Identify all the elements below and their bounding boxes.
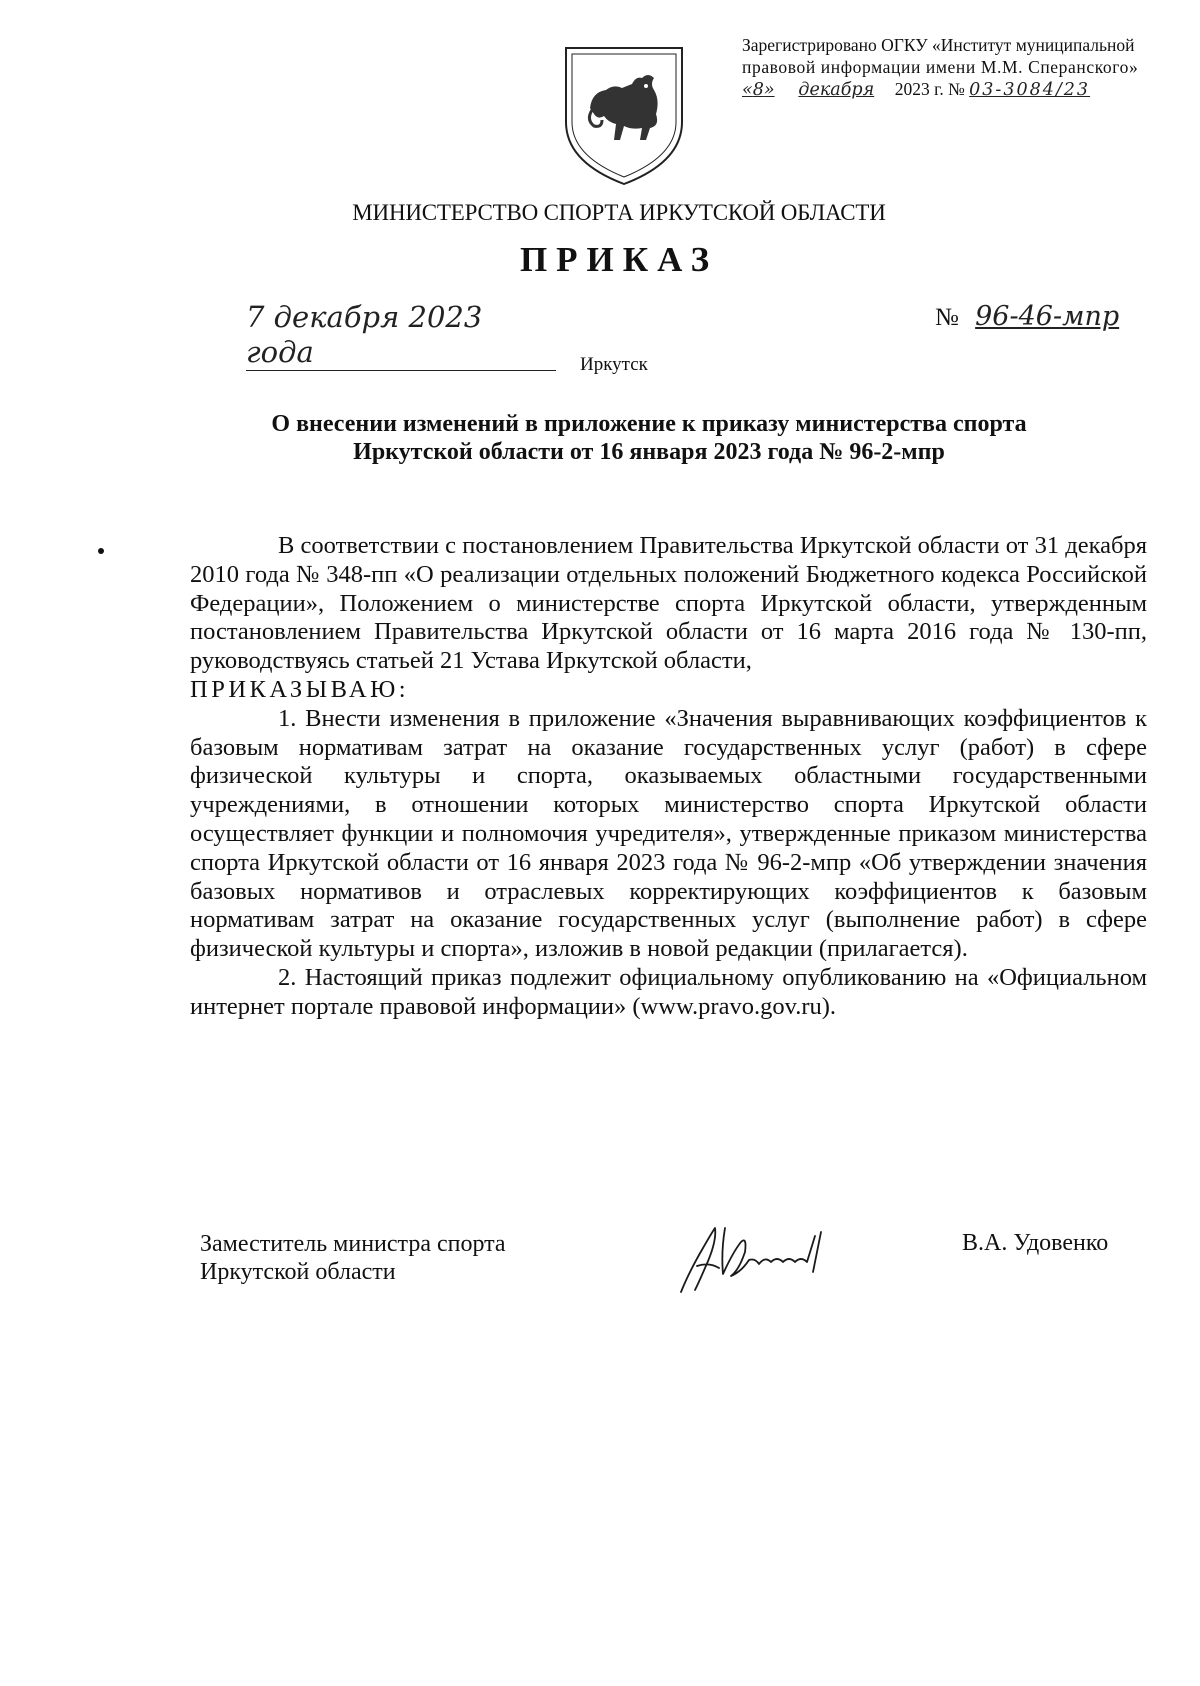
- margin-dot: [98, 548, 104, 554]
- registration-line2: правовой информации имени М.М. Сперанского»: [742, 57, 1139, 77]
- registration-stamp: [742, 34, 1194, 101]
- registration-line1: Зарегистрировано ОГКУ «Институт муниципальной: [742, 35, 1135, 55]
- city: Иркутск: [580, 354, 648, 375]
- signatory-position: [200, 1230, 506, 1286]
- preamble-paragraph: В соответствии с постановлением Правительства Иркутской области от 31 декабря 2010 года № 348-пп «О реализации отдельных положений Бюджетного кодекса Российской Федерации», Положением о министерстве спорта Иркутской области, утвержденным постановлением Правительства Иркутской области от 16 марта 2016 года № 130-пп, руководствуясь статьей 21 Устава Иркутской области,: [190, 532, 1147, 675]
- document-heading: [190, 410, 1108, 466]
- registration-day: «8»: [742, 80, 775, 100]
- heading-line1: О внесении изменений в приложение к приказу министерства спорта: [271, 411, 1027, 437]
- signatory-position-line2: Иркутской области: [200, 1259, 396, 1285]
- item-1-paragraph: 1. Внести изменения в приложение «Значения выравнивающих коэффициентов к базовым нормативам затрат на оказание государственных услуг (работ) в сфере физической культуры и спорта, оказываемых областными государственными учреждениями, в отношении которых министерство спорта Иркутской области осуществляет функции и полномочия учредителя», утвержденные приказом министерства спорта Иркутской области от 16 января 2023 года № 96-2-мпр «Об утверждении значения базовых нормативов и отраслевых корректирующих коэффициентов к базовым нормативам затрат на оказание государственных услуг (выполнение работ) в сфере физической культуры и спорта», изложив в новой редакции (прилагается).: [190, 704, 1147, 963]
- document-body: [190, 532, 1147, 1022]
- signatory-position-line1: Заместитель министра спорта: [200, 1231, 506, 1257]
- registration-month: декабря: [798, 80, 875, 100]
- handwritten-signature: [675, 1212, 885, 1300]
- order-number-label: №: [935, 304, 959, 331]
- signatory-name: В.А. Удовенко: [962, 1230, 1109, 1256]
- item-2-paragraph: 2. Настоящий приказ подлежит официальному опубликованию на «Официальном интернет портале правовой информации» (www.pravo.gov.ru).: [190, 963, 1147, 1020]
- heading-line2: Иркутской области от 16 января 2023 года № 96-2-мпр: [353, 439, 945, 465]
- order-title: ПРИКАЗ: [519, 240, 719, 279]
- registration-number: 03-3084/23: [969, 80, 1091, 100]
- coat-of-arms: [562, 44, 686, 188]
- order-date: [246, 300, 556, 371]
- order-word: ПРИКАЗЫВАЮ:: [190, 675, 410, 703]
- order-number-handwritten: 96-46-мпр: [975, 301, 1120, 332]
- ministry-name: МИНИСТЕРСТВО СПОРТА ИРКУТСКОЙ ОБЛАСТИ: [352, 200, 886, 225]
- order-number: [935, 300, 1125, 335]
- signature-icon: [675, 1212, 885, 1300]
- registration-year: 2023 г. №: [894, 79, 965, 99]
- irkutsk-coat-of-arms-icon: [562, 44, 686, 188]
- order-date-handwritten: 7 декабря 2023 года: [246, 300, 483, 369]
